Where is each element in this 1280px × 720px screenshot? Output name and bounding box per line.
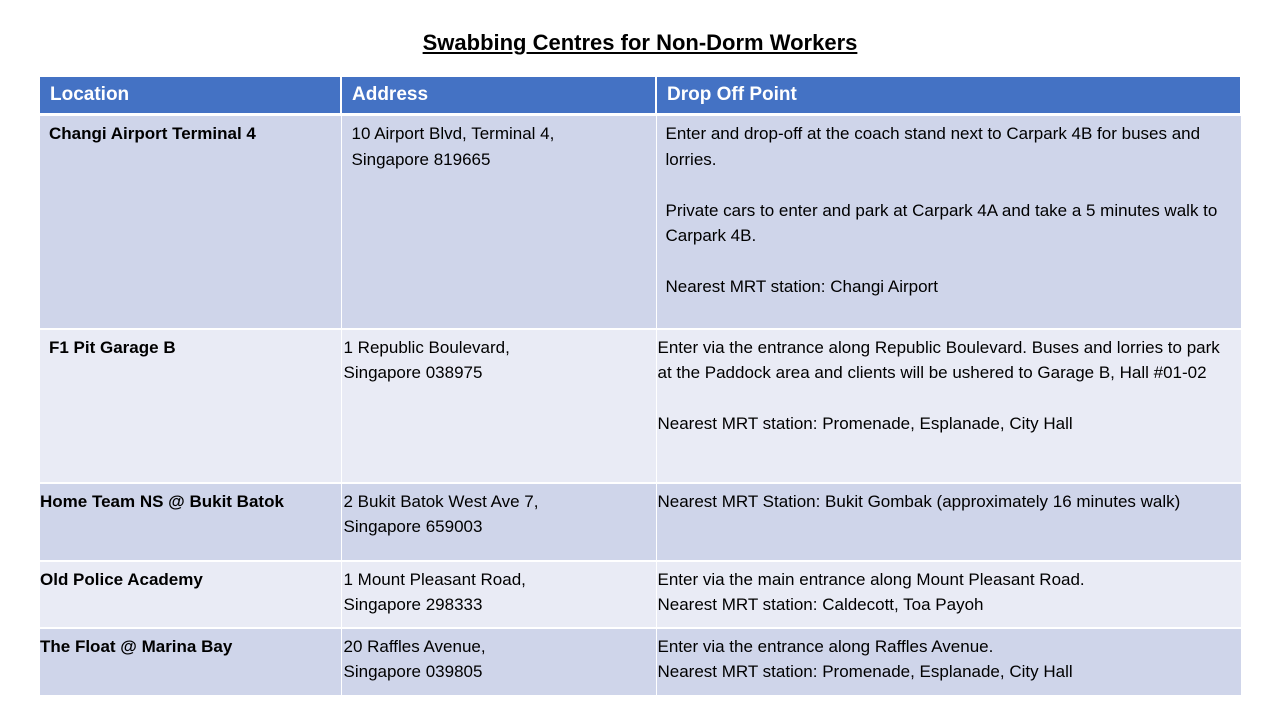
drop-off-cell: [656, 483, 1241, 561]
table-row: [40, 561, 1241, 628]
drop-off-line: Nearest MRT station: Promenade, Esplanade, City Hall: [657, 662, 1073, 681]
table-row: [40, 628, 1241, 696]
header-location: Location: [40, 77, 341, 115]
address-cell: [341, 628, 656, 696]
table-header-row: [40, 77, 1241, 115]
location-cell: [40, 115, 341, 329]
location-name: F1 Pit Garage B: [49, 337, 176, 357]
address-line: Singapore 819665: [351, 149, 491, 169]
table-row: [40, 329, 1241, 483]
drop-off-line: Nearest MRT station: Caldecott, Toa Payoh: [657, 595, 984, 614]
address-line: Singapore 039805: [343, 662, 483, 681]
address-line: 20 Raffles Avenue,: [343, 636, 486, 656]
location-cell: [40, 483, 341, 561]
location-cell: [40, 329, 341, 483]
address-line: Singapore 298333: [343, 595, 483, 614]
address-line: 1 Republic Boulevard,: [343, 337, 510, 357]
drop-off-paragraph: Nearest MRT station: Promenade, Esplanade, City Hall: [657, 414, 1073, 433]
drop-off-cell: [656, 329, 1241, 483]
address-line: 1 Mount Pleasant Road,: [343, 569, 526, 589]
table-row: [40, 483, 1241, 561]
address-line: 2 Bukit Batok West Ave 7,: [343, 491, 539, 511]
drop-off-line: Enter via the entrance along Raffles Avenue.: [657, 636, 994, 656]
address-cell: [341, 329, 656, 483]
address-cell: [341, 483, 656, 561]
header-address: Address: [341, 77, 656, 115]
location-cell: [40, 561, 341, 628]
page-title: Swabbing Centres for Non-Dorm Workers: [422, 30, 858, 55]
table-row: [40, 115, 1241, 329]
swabbing-centres-table: [40, 77, 1242, 697]
drop-off-cell: [656, 628, 1241, 696]
drop-off-paragraph: Private cars to enter and park at Carpark 4A and take a 5 minutes walk to Carpark 4B.: [665, 200, 1218, 245]
location-name: Old Police Academy: [40, 569, 203, 589]
drop-off-paragraph: Enter via the entrance along Republic Boulevard. Buses and lorries to park at the Paddock area and clients will be ushered to Garage B, Hall #01-02: [657, 337, 1220, 382]
header-drop-off-point: Drop Off Point: [656, 77, 1241, 115]
drop-off-cell: [656, 115, 1241, 329]
address-line: Singapore 659003: [343, 517, 483, 536]
location-name: The Float @ Marina Bay: [40, 636, 233, 656]
drop-off-paragraph: Nearest MRT Station: Bukit Gombak (approximately 16 minutes walk): [657, 491, 1181, 511]
drop-off-paragraph: Enter and drop-off at the coach stand next to Carpark 4B for buses and lorries.: [665, 124, 1201, 169]
address-cell: [341, 561, 656, 628]
drop-off-cell: [656, 561, 1241, 628]
address-cell: [341, 115, 656, 329]
location-cell: [40, 628, 341, 696]
drop-off-paragraph: Nearest MRT station: Changi Airport: [665, 277, 938, 296]
location-name: Home Team NS @ Bukit Batok: [40, 491, 284, 511]
address-line: Singapore 038975: [343, 363, 483, 382]
location-name: Changi Airport Terminal 4: [49, 124, 256, 143]
drop-off-line: Enter via the main entrance along Mount Pleasant Road.: [657, 569, 1085, 589]
address-line: 10 Airport Blvd, Terminal 4,: [351, 124, 555, 143]
